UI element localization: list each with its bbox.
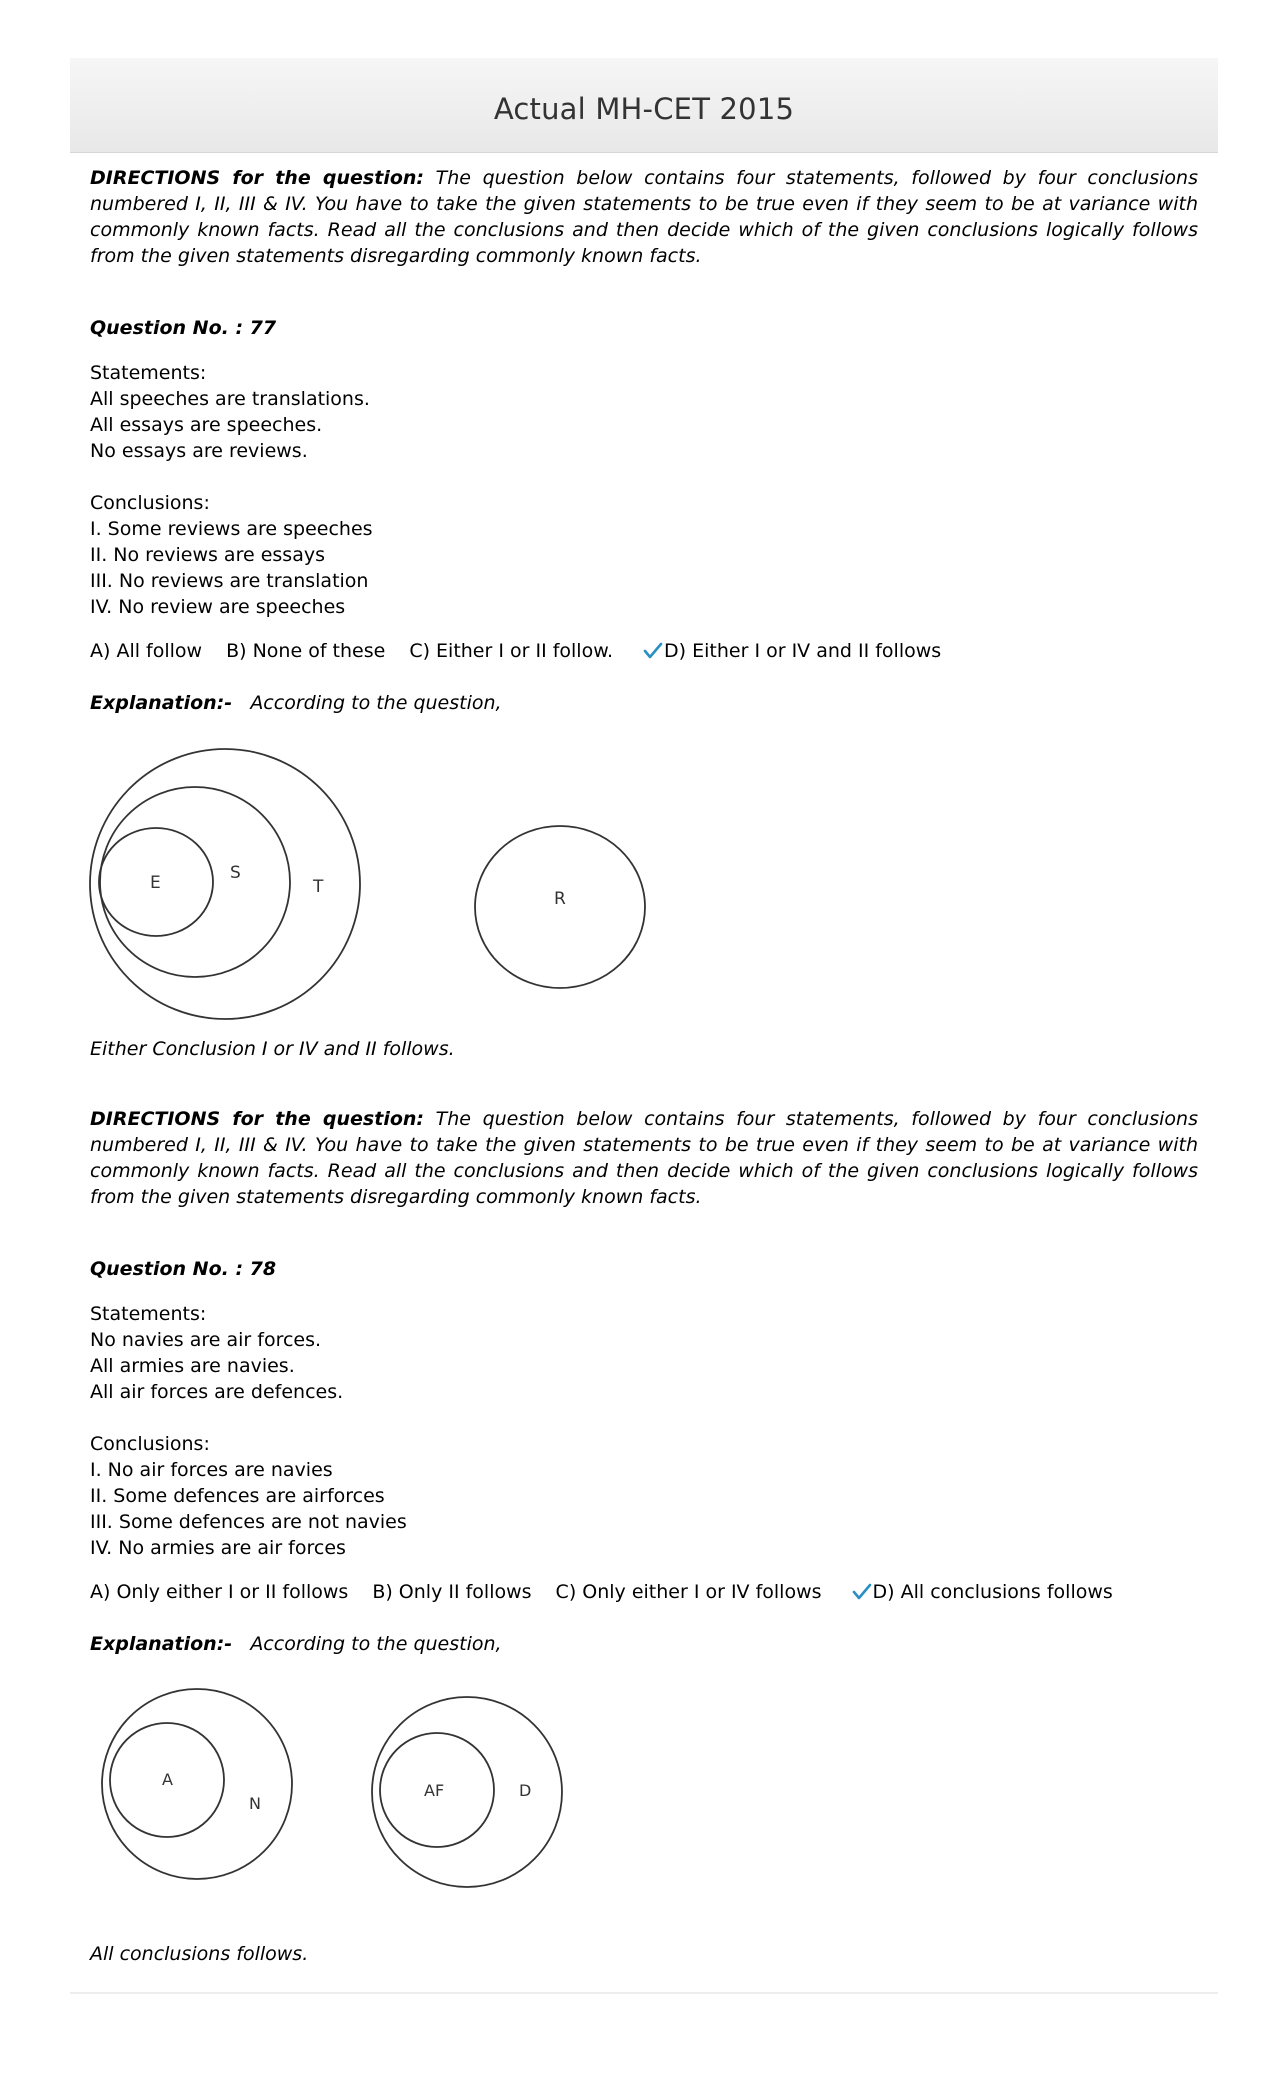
page-header — [70, 58, 1218, 153]
conclusion-item: III. Some defences are not navies — [90, 1511, 407, 1533]
checkmark-icon — [852, 1583, 872, 1601]
label-translations: T — [313, 877, 324, 897]
conclusion-item: IV. No review are speeches — [90, 596, 346, 618]
explanation-text: According to the question, — [250, 1633, 502, 1655]
conclusions-block — [90, 490, 1198, 620]
directions-label: DIRECTIONS for the question: — [90, 167, 425, 189]
page-title: Actual MH-CET 2015 — [493, 92, 795, 126]
footer-divider — [70, 1992, 1218, 1994]
option-d-correct[interactable] — [637, 638, 941, 664]
conclusions-block — [90, 1431, 1198, 1561]
option-d-label: D) Either I or IV and II follows — [664, 640, 942, 662]
explanation-label: Explanation:- — [90, 1633, 233, 1655]
statement-line: All armies are navies. — [90, 1355, 295, 1377]
final-conclusion: Either Conclusion I or IV and II follows. — [90, 1038, 455, 1060]
conclusion-item: III. No reviews are translation — [90, 570, 369, 592]
directions-text: The question below contains four statements, followed by four conclusions numbered I, II, III & IV. You have to take the given statements to be true even if they seem to be at variance with commonly known facts. Read all the conclusions and then decide which of the given conclusions logically follows from the given statements disregarding commonly known facts. — [90, 167, 1198, 267]
statement-line: All speeches are translations. — [90, 388, 370, 410]
conclusion-item: II. No reviews are essays — [90, 544, 325, 566]
label-reviews: R — [554, 889, 566, 909]
statement-line: No navies are air forces. — [90, 1329, 322, 1351]
directions-text: The question below contains four statements, followed by four conclusions numbered I, II, III & IV. You have to take the given statements to be true even if they seem to be at variance with commonly known facts. Read all the conclusions and then decide which of the given conclusions logically follows from the given statements disregarding commonly known facts. — [90, 1108, 1198, 1208]
venn-diagram-78 — [80, 1685, 600, 1905]
explanation-line — [90, 690, 1198, 716]
explanation-label: Explanation:- — [90, 692, 233, 714]
circle-navies — [102, 1689, 292, 1879]
label-air-forces: AF — [424, 1781, 445, 1800]
label-speeches: S — [230, 863, 241, 883]
conclusions-title: Conclusions: — [90, 1433, 210, 1455]
option-b[interactable]: B) None of these — [226, 640, 386, 662]
statement-line: All air forces are defences. — [90, 1381, 344, 1403]
option-d-label: D) All conclusions follows — [872, 1581, 1113, 1603]
circle-speeches — [100, 787, 290, 977]
venn-diagram-77 — [80, 732, 680, 1032]
conclusion-item: I. No air forces are navies — [90, 1459, 333, 1481]
label-navies: N — [249, 1794, 261, 1813]
checkmark-icon — [643, 642, 663, 660]
label-defences: D — [519, 1781, 532, 1800]
conclusion-item: II. Some defences are airforces — [90, 1485, 385, 1507]
directions-paragraph — [90, 1106, 1198, 1210]
option-b[interactable]: B) Only II follows — [372, 1581, 532, 1603]
conclusion-item: I. Some reviews are speeches — [90, 518, 373, 540]
label-essays: E — [150, 873, 161, 893]
option-d-correct[interactable] — [846, 1579, 1113, 1605]
final-conclusion: All conclusions follows. — [90, 1943, 309, 1965]
explanation-text: According to the question, — [250, 692, 502, 714]
circle-defences — [372, 1697, 562, 1887]
conclusions-title: Conclusions: — [90, 492, 210, 514]
directions-paragraph — [90, 165, 1198, 269]
option-c[interactable]: C) Either I or II follow. — [409, 640, 614, 662]
question-number: Question No. : 77 — [90, 317, 277, 339]
explanation-line — [90, 1631, 1198, 1657]
statements-title: Statements: — [90, 362, 207, 384]
statements-block — [90, 1301, 1198, 1405]
option-a[interactable]: A) All follow — [90, 640, 203, 662]
page-content — [90, 165, 1198, 1967]
option-a[interactable]: A) Only either I or II follows — [90, 1581, 349, 1603]
statement-line: All essays are speeches. — [90, 414, 323, 436]
statements-block — [90, 360, 1198, 464]
statements-title: Statements: — [90, 1303, 207, 1325]
answer-options — [90, 638, 1198, 664]
directions-label: DIRECTIONS for the question: — [90, 1108, 425, 1130]
conclusion-item: IV. No armies are air forces — [90, 1537, 346, 1559]
question-number: Question No. : 78 — [90, 1258, 277, 1280]
statement-line: No essays are reviews. — [90, 440, 308, 462]
label-armies: A — [162, 1770, 173, 1789]
option-c[interactable]: C) Only either I or IV follows — [555, 1581, 822, 1603]
answer-options — [90, 1579, 1198, 1605]
